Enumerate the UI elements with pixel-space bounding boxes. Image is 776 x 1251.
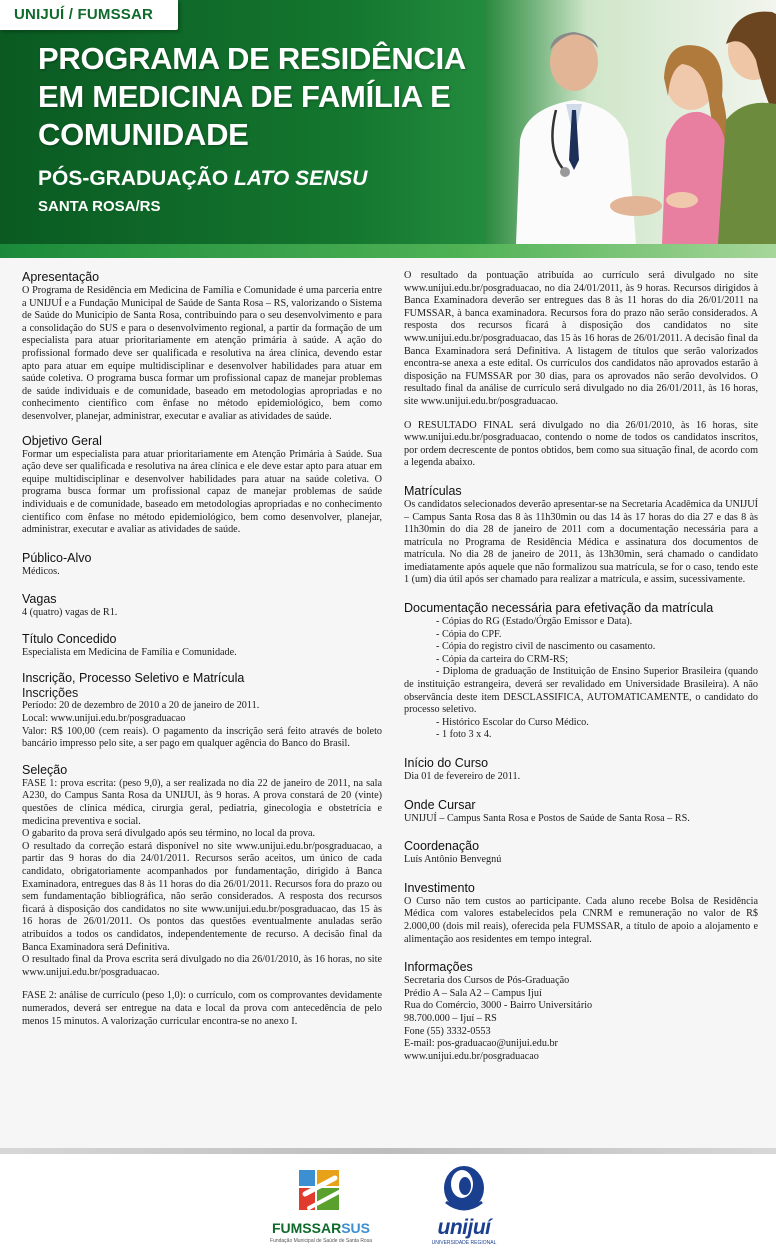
- fumssar-name-sus: SUS: [341, 1220, 371, 1236]
- inscricao-periodo: Período: 20 de dezembro de 2010 a 20 de janeiro de 2011.: [22, 700, 260, 712]
- objetivo-text: Formar um especialista para atuar prioritariamente em Atenção Primária à Saúde. Sua ação deve ser qualificada e resolutiva na área clínica e ele deve estar apto para atuar em equipe multidisciplinar e desenvolver habilidades para atuar na saúde coletiva. O programa busca formar um profissional capaz de manejar problemas de saúde individuais e de comunidade, baseado em metodologias apropriadas e no conhecimento científico com ênfase no método epidemiológico, bem como desenvolver, planejar, administrar, executar e avaliar as atividades de saúde.: [22, 448, 382, 536]
- header-band: [0, 244, 776, 258]
- org-label: UNIJUÍ / FUMSSAR: [14, 6, 154, 23]
- subtitle: [38, 166, 478, 192]
- inscricoes-subtitle: Inscrições: [22, 686, 79, 701]
- matriculas-title: Matrículas: [404, 483, 462, 498]
- inicio-title: Início do Curso: [404, 756, 489, 770]
- doc-item-cpf: - Cópia do CPF.: [436, 628, 502, 640]
- subtitle-main: PÓS-GRADUAÇÃO: [38, 167, 235, 190]
- inscricao-valor: Valor: R$ 100,00 (cem reais). O pagamento da inscrição será feito através de boleto bancário impresso pelo site, a ser pago em qualquer agência do Banco do Brasil.: [22, 725, 382, 750]
- inicio-text: Dia 01 de fevereiro de 2011.: [404, 771, 521, 782]
- onde-title: Onde Cursar: [404, 797, 476, 812]
- titulo-title: Título Concedido: [22, 631, 117, 646]
- info-line-fone: Fone (55) 3332-0553: [404, 1025, 491, 1037]
- unijui-logo: [428, 1162, 500, 1248]
- vagas-text: 4 (quatro) vagas de R1.: [22, 607, 118, 619]
- publico-title: Público-Alvo: [22, 550, 92, 565]
- selecao-gabarito: O gabarito da prova será divulgado após seu término, no local da prova.: [22, 828, 316, 840]
- doc-item-diploma: - Diploma de graduação de Instituição de Ensino Superior Brasileira (quando de instituição estrangeira, deverá ser revalidado em Universidade Brasileira). A não observância deste item DESCLASSIFICA, AUTOMATICAMENTE, o candidato do processo seletivo.: [404, 666, 758, 716]
- info-line-secretaria: Secretaria dos Cursos de Pós-Graduação: [404, 975, 570, 987]
- matriculas-text: Os candidatos selecionados deverão apresentar-se na Secretaria Acadêmica da UNIJUÍ – Campus Santa Rosa das 8 às 11h30min ou das 14 às 17 horas do dia 27 e das 8 às 11h30min do dia 28 de janeiro de 2011 com a documentação necessária para a matrícula no Programa de Residência Médica e assinatura dos documentos de matrícula. No dia 28 de janeiro de 2011, às 13h30min, será chamado o candidato imediatamente após aquele que não formalizou sua matrícula, se for o caso, tendo este 1 (um) dia útil após ser chamado para realizar a matrícula, e assim, sucessivamente.: [404, 498, 758, 586]
- doc-item-rg: - Cópias do RG (Estado/Órgão Emissor e Data).: [436, 616, 633, 628]
- right-column: [404, 270, 758, 1063]
- org-tab: [0, 0, 178, 30]
- title-line-3: COMUNIDADE: [38, 117, 249, 152]
- documentacao-title: Documentação necessária para efetivação da matrícula: [404, 601, 714, 616]
- selecao-fase1: FASE 1: prova escrita: (peso 9,0), a ser realizada no dia 22 de janeiro de 2011, na sala A230, do Campus Santa Rosa da UNIJUI, às 9 horas. A prova constará de 20 (vinte) questões de clínica médica, cirurgia geral, pediatria, ginecologia e obstetrícia e medicina preventiva e social.: [22, 777, 382, 827]
- publico-text: Médicos.: [22, 565, 60, 577]
- title-line-1: PROGRAMA DE RESIDÊNCIA: [38, 41, 467, 76]
- selecao-resultado-final: O resultado final da Prova escrita será divulgado no dia 26/01/2010, às 16 horas, no site www.unijui.edu.br/posgraduacao.: [22, 954, 382, 978]
- fumssar-name-main: FUMSSAR: [271, 1220, 342, 1236]
- doc-item-registro: - Cópia do registro civil de nascimento ou casamento.: [436, 641, 656, 653]
- title-line-2: EM MEDICINA DE FAMÍLIA E: [38, 79, 451, 114]
- unijui-name: unijuí: [437, 1216, 491, 1239]
- info-line-rua: Rua do Comércio, 3000 - Bairro Universitário: [404, 1000, 593, 1012]
- titulo-text: Especialista em Medicina de Família e Comunidade.: [22, 646, 237, 658]
- header-banner: [0, 0, 776, 258]
- selecao-fase2: FASE 2: análise de currículo (peso 1,0): o currículo, com os comprovantes devidamente numerados, deverá ser entregue na data e local da prova com antecedência de pelo menos 15 minutos. A valorização curricular encontra-se no anexo I.: [22, 990, 382, 1027]
- doctor-patient-photo: [486, 0, 776, 244]
- apresentacao-title: Apresentação: [22, 270, 100, 284]
- location: SANTA ROSA/RS: [38, 198, 161, 215]
- info-line-site: www.unijui.edu.br/posgraduacao: [404, 1050, 539, 1062]
- doc-item-crm: - Cópia da carteira do CRM-RS;: [436, 653, 569, 665]
- info-line-predio: Prédio A – Sala A2 – Campus Ijuí: [404, 987, 542, 999]
- doc-item-foto: - 1 foto 3 x 4.: [436, 729, 492, 741]
- unijui-globe-icon: [428, 1162, 500, 1218]
- informacoes-title: Informações: [404, 960, 473, 975]
- selecao-title: Seleção: [22, 762, 68, 777]
- fumssar-name: [265, 1220, 377, 1236]
- apresentacao-text: O Programa de Residência em Medicina de Família e Comunidade é uma parceria entre a UNIJUÍ e a Fundação Municipal de Saúde de Santa Rosa – RS, valorizando o Sistema de Saúde do Município de Santa Rosa, contribuindo para o seu desenvolvimento e para a consolidação do SUS e para o desenvolvimento regional, a partir da formação de um especialista para atuar prioritariamente em atenção primária à saúde. A ação do profissional formado deve ser qualificada e resolutiva na área clínica, devendo estar apto para atuar em equipe multidisciplinar e desenvolver habilidades para atuar em saúde coletiva. O programa busca formar um profissional capaz de manejar problemas de saúde individuais e de comunidade, baseado em metodologias apropriadas e no conhecimento científico com ênfase no método epidemiológico, bem como desenvolver, planejar, administrar, executar e avaliar as atividades de saúde.: [22, 285, 382, 422]
- unijui-tagline: UNIVERSIDADE REGIONAL: [431, 1240, 497, 1246]
- resultado-final-text: O RESULTADO FINAL será divulgado no dia 26/01/2010, às 16 horas, site www.unijui.edu.br/posgraduacao, contendo o nome de todos os candidatos inscritos, por ordem decrescente de pontos obtidos, bem como sua situação final, de acordo com a legenda abaixo.: [404, 419, 758, 469]
- coordenacao-text: Luís Antônio Benvegnú: [404, 854, 502, 866]
- title-block: [38, 40, 478, 215]
- vagas-title: Vagas: [22, 592, 57, 607]
- subtitle-italic: LATO SENSU: [234, 167, 368, 190]
- pontuacao-text: O resultado da pontuação atribuída ao currículo será divulgado no site www.unijui.edu.br/posgraduacao, no dia 24/01/2011, às 9 horas. Recursos dirigidos à Banca Examinadora deverão ser entregues das 8 às 11 horas do dia 26/01/2011 na FUMSSAR, à banca examinadora. Recursos fora do prazo não serão considerados. A resposta dos recursos ficará à disposição dos candidatos no site www.unijui.edu.br/posgraduacao, das 15 às 16 horas de 26/01/2011. A decisão final da Banca Examinadora será Definitiva. A listagem de títulos que serão valorizados encontra-se anexa a este edital. Os currículos dos candidatos não aprovados estarão à disposição na FUMSSAR por 30 dias, para os aprovados não serão devolvidos. O resultado final da análise de currículo será divulgado no dia 26/01/2011, às 16 horas, site www.unijui.edu.br/posgraduacao.: [404, 270, 758, 407]
- selecao-resultado: O resultado da correção estará disponível no site www.unijui.edu.br/posgraduacao, a partir das 9 horas do dia 24/01/2011. Recursos serão aceitos, um único de cada candidato, obrigatoriamente acompanhados por fundamentação, dirigido à Banca Examinadora, entregues das 8 às 11 horas do dia 26/01/2011. Recursos fora do prazo ou sem fundamentação bibliográfica, não serão considerados. A resposta dos recursos ficará à disposição dos candidatos no site www.unijui.edu.br/posgraduacao, das 15 às 16 horas de 26/01/2011. Os pontos das questões eventualmente anuladas serão atribuídos a todos os candidatos, independentemente de recurso. A decisão final da Banca Examinadora será Definitiva.: [22, 840, 382, 953]
- investimento-text: O Curso não tem custos ao participante. Cada aluno recebe Bolsa de Residência Médica com valores estabelecidos pela CNRM e remuneração no valor de R$ 2.000,00 (dois mil reais), oferecida pela FUMSSAR, a título de apoio a alojamento e alimentação aos residentes em tempo integral.: [404, 895, 758, 945]
- fumssar-logo: [265, 1164, 377, 1248]
- info-line-email: E-mail: pos-graduacao@unijui.edu.br: [404, 1038, 558, 1050]
- fumssar-tagline: Fundação Municipal de Saúde de Santa Rosa: [269, 1238, 372, 1244]
- footer: [0, 1154, 776, 1251]
- coordenacao-title: Coordenação: [404, 839, 480, 854]
- inscricao-title: Inscrição, Processo Seletivo e Matrícula: [22, 671, 245, 686]
- left-column: [22, 270, 382, 1028]
- objetivo-title: Objetivo Geral: [22, 433, 102, 448]
- fumssar-cross-icon: [265, 1164, 377, 1220]
- inscricao-local: Local: www.unijui.edu.br/posgraduacao: [22, 713, 186, 725]
- onde-text: UNIJUÍ – Campus Santa Rosa e Postos de Saúde de Santa Rosa – RS.: [404, 812, 690, 824]
- info-line-cep: 98.700.000 – Ijuí – RS: [404, 1012, 497, 1024]
- doc-item-historico: - Histórico Escolar do Curso Médico.: [436, 716, 589, 728]
- investimento-title: Investimento: [404, 880, 475, 895]
